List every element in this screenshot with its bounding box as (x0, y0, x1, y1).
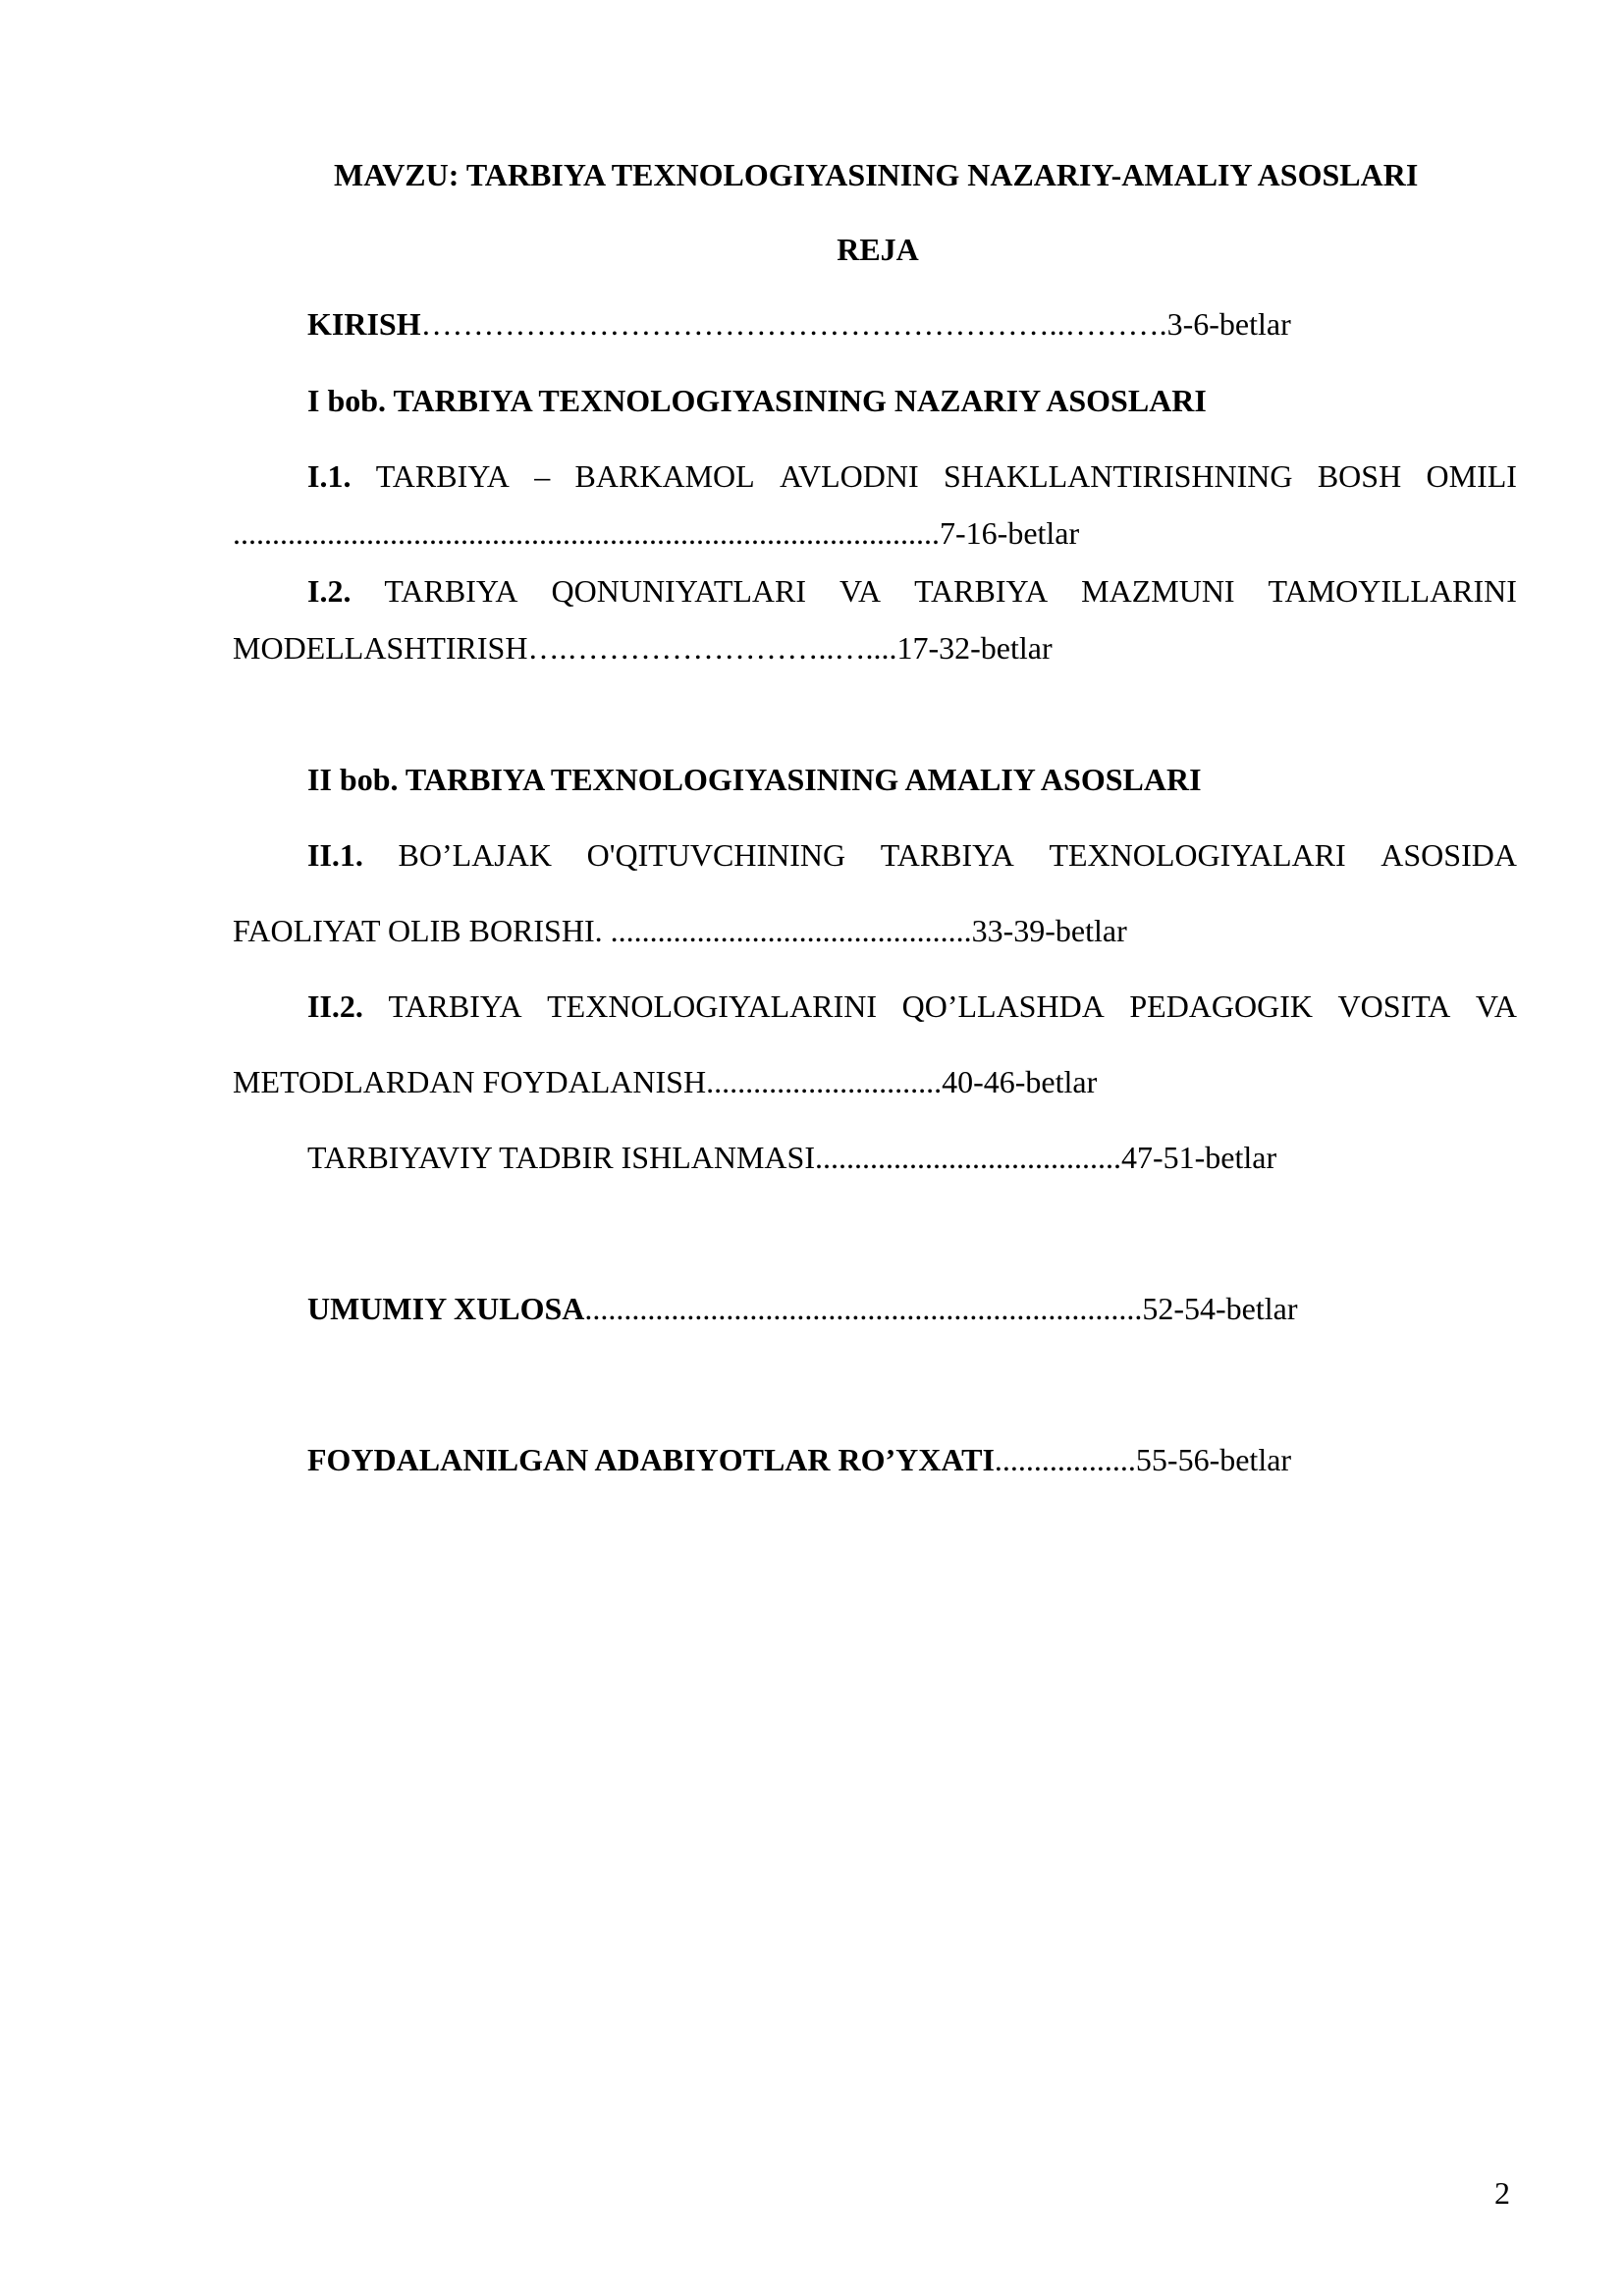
toc-leader: ....................................... (814, 1140, 1121, 1175)
toc-word: VOSITA (1337, 988, 1451, 1024)
toc-word: QONUNIYATLARI (551, 573, 807, 609)
toc-chapter-2: II bob. TARBIYA TEXNOLOGIYASINING AMALIY ASOSLARI (307, 762, 1202, 797)
toc-entry-1-1 (307, 456, 1517, 496)
toc-word: TARBIYA (914, 573, 1049, 609)
toc-word: TEXNOLOGIYALARINI (547, 988, 878, 1024)
toc-continuation: METODLARDAN FOYDALANISH (233, 1064, 707, 1099)
toc-word: TARBIYA (880, 837, 1014, 873)
toc-entry-event (307, 1138, 1276, 1177)
toc-leader: ….……………………..….... (527, 630, 897, 666)
toc-entry-1-1-leader (233, 513, 1079, 553)
toc-leader: .......................................................................................... (233, 515, 940, 551)
toc-pages: 3-6-betlar (1166, 306, 1291, 342)
toc-pages: 17-32-betlar (896, 630, 1053, 666)
toc-word: VA (839, 573, 882, 609)
toc-word: TAMOYILLARINI (1268, 573, 1517, 609)
toc-pages: 33-39-betlar (971, 913, 1127, 948)
toc-word: TEXNOLOGIYALARI (1049, 837, 1346, 873)
toc-leader: ....................................................................... (584, 1291, 1143, 1326)
toc-word: TARBIYA (375, 458, 510, 494)
toc-word: ASOSIDA (1380, 837, 1517, 873)
toc-entry-1-2 (307, 571, 1517, 611)
section-number: II.2. (307, 988, 363, 1024)
toc-leader: ……………………………………………………..………. (420, 306, 1167, 342)
toc-word: TARBIYA (384, 573, 518, 609)
toc-word: BO’LAJAK (398, 837, 552, 873)
toc-entry-intro (307, 304, 1291, 344)
toc-word: QO’LLASHDA (901, 988, 1105, 1024)
plan-heading: REJA (837, 232, 919, 267)
toc-entry-2-2 (307, 987, 1517, 1026)
document-title: MAVZU: TARBIYA TEXNOLOGIYASINING NAZARIY-AMALIY ASOSLARI (334, 157, 1419, 192)
toc-continuation: FAOLIYAT OLIB BORISHI. (233, 913, 611, 948)
toc-word: BARKAMOL (574, 458, 755, 494)
toc-chapter-1: I bob. TARBIYA TEXNOLOGIYASINING NAZARIY ASOSLARI (307, 383, 1207, 418)
toc-pages: 40-46-betlar (942, 1064, 1098, 1099)
toc-word: VA (1475, 988, 1517, 1024)
toc-word: SHAKLLANTIRISHNING (943, 458, 1293, 494)
page-number: 2 (1494, 2175, 1510, 2211)
toc-entry-2-1 (307, 835, 1517, 875)
section-number: II.1. (307, 837, 363, 873)
toc-continuation: MODELLASHTIRISH (233, 630, 528, 666)
toc-word: O'QITUVCHINING (586, 837, 846, 873)
toc-entry-references (307, 1440, 1291, 1479)
toc-entry-2-1-leader (233, 911, 1127, 950)
toc-entry-conclusion (307, 1289, 1298, 1328)
toc-pages: 47-51-betlar (1120, 1140, 1277, 1175)
toc-label: TARBIYAVIY TADBIR ISHLANMASI (307, 1140, 815, 1175)
toc-word: AVLODNI (780, 458, 919, 494)
toc-pages: 55-56-betlar (1135, 1442, 1292, 1477)
toc-word: – (534, 458, 551, 494)
section-number: I.1. (307, 458, 352, 494)
toc-label: KIRISH (307, 306, 421, 342)
toc-pages: 52-54-betlar (1142, 1291, 1298, 1326)
toc-word: MAZMUNI (1081, 573, 1235, 609)
toc-leader: .............................. (706, 1064, 943, 1099)
toc-word: BOSH (1317, 458, 1402, 494)
toc-entry-2-2-leader (233, 1062, 1097, 1101)
section-number: I.2. (307, 573, 352, 609)
toc-word: PEDAGOGIK (1129, 988, 1313, 1024)
toc-pages: 7-16-betlar (940, 515, 1080, 551)
toc-word: TARBIYA (388, 988, 522, 1024)
toc-label: FOYDALANILGAN ADABIYOTLAR RO’YXATI (307, 1442, 995, 1477)
toc-leader: .............................................. (610, 913, 972, 948)
toc-leader: .................. (994, 1442, 1136, 1477)
toc-word: OMILI (1426, 458, 1517, 494)
toc-label: UMUMIY XULOSA (307, 1291, 585, 1326)
toc-entry-1-2-leader (233, 628, 1053, 667)
